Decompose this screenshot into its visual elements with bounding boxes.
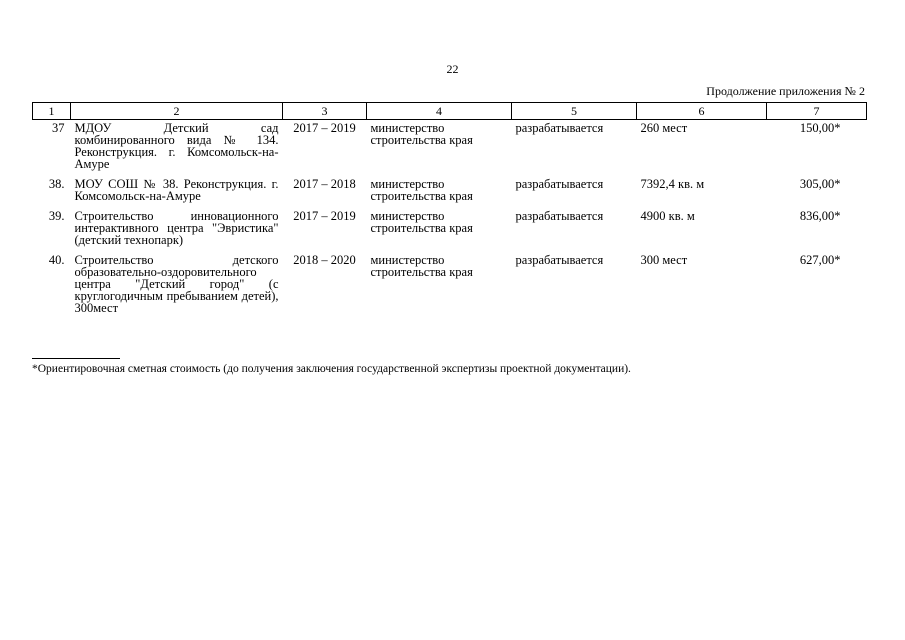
row-number: 37 [52, 121, 65, 135]
period: 2017 – 2019 [293, 121, 356, 135]
object-name: Строительство инновационного интерактивного центра "Эвристика" (детский технопарк) [74, 209, 279, 247]
capacity: 260 мест [640, 121, 688, 135]
object-name: МДОУ Детский сад комбинированного вида № 134. Реконструкция. г. Комсомольск-на-Амуре [74, 121, 279, 171]
cost: 150,00* [799, 121, 841, 135]
column-header: 7 [767, 103, 867, 120]
appendix-table [32, 102, 867, 320]
row-number: 38. [48, 177, 65, 191]
status: разрабатывается [515, 177, 604, 191]
cost: 305,00* [799, 177, 841, 191]
capacity: 7392,4 кв. м [640, 177, 705, 191]
cost: 627,00* [799, 253, 841, 267]
status: разрабатывается [515, 253, 604, 267]
column-header: 2 [71, 103, 283, 120]
column-header: 1 [33, 103, 71, 120]
column-header: 6 [637, 103, 767, 120]
table-header-row [33, 103, 867, 120]
responsible-body: министерство строительства края [370, 177, 473, 203]
period: 2018 – 2020 [293, 253, 356, 267]
capacity: 4900 кв. м [640, 209, 695, 223]
object-name: МОУ СОШ № 38. Реконструкция. г. Комсомольск-на-Амуре [74, 177, 279, 203]
page-number: 22 [446, 62, 459, 76]
column-header: 3 [283, 103, 367, 120]
period: 2017 – 2019 [293, 209, 356, 223]
status: разрабатывается [515, 121, 604, 135]
table-row [33, 176, 867, 208]
period: 2017 – 2018 [293, 177, 356, 191]
table-row [33, 208, 867, 252]
column-header: 4 [367, 103, 512, 120]
object-name: Строительство детского образовательно-оздоровительного центра "Детский город" (с круглогодичным пребыванием детей), 300мест [74, 253, 279, 315]
table-row [33, 120, 867, 177]
row-number: 39. [48, 209, 65, 223]
status: разрабатывается [515, 209, 604, 223]
column-header: 5 [512, 103, 637, 120]
continuation-label: Продолжение приложения № 2 [706, 84, 865, 98]
cost: 836,00* [799, 209, 841, 223]
responsible-body: министерство строительства края [370, 209, 473, 235]
row-number: 40. [48, 253, 65, 267]
table-row [33, 252, 867, 320]
footnote-divider [32, 358, 120, 359]
footnote: *Ориентировочная сметная стоимость (до получения заключения государственной экспертизы проектной документации). [32, 363, 631, 375]
responsible-body: министерство строительства края [370, 121, 473, 147]
capacity: 300 мест [640, 253, 688, 267]
responsible-body: министерство строительства края [370, 253, 473, 279]
